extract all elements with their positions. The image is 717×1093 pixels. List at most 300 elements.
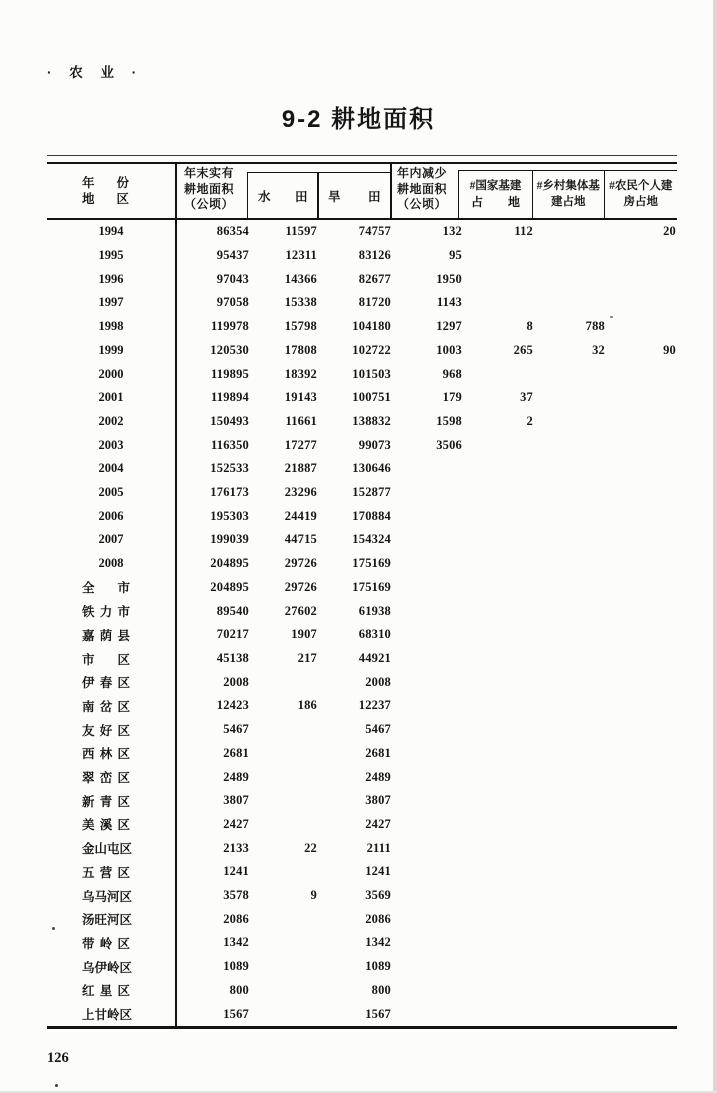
table-row (47, 528, 677, 552)
cell-value (605, 694, 676, 718)
cell-year-region (47, 623, 175, 647)
table-row (47, 291, 677, 315)
header-farmer-line1: #农民个人建 (609, 180, 673, 192)
row-label: 1997 (98, 295, 124, 310)
cell-value (462, 907, 533, 931)
cell-value: 116350 (210, 437, 249, 452)
cell-year-region (47, 504, 175, 528)
cell-value: 2489 (365, 769, 391, 784)
cell-value: 968 (442, 366, 462, 381)
cell-value: 217 (297, 651, 317, 665)
cell-value (533, 267, 605, 291)
cell-year-region (47, 907, 175, 931)
cell-value: 179 (442, 390, 462, 405)
row-label: 友 好 区 (82, 723, 130, 738)
cell-value: 150493 (210, 413, 249, 428)
cell-value: 265 (513, 342, 533, 357)
table-row (47, 741, 677, 765)
table-row (47, 552, 677, 576)
cell-value (462, 765, 533, 789)
row-label: 2001 (98, 390, 124, 405)
cell-value: 2008 (365, 674, 391, 689)
cell-value (249, 979, 317, 1003)
cell-value (462, 718, 533, 742)
cell-value: 8 (526, 319, 533, 334)
cell-value (249, 907, 317, 931)
table-row (47, 315, 677, 339)
row-label: 1994 (98, 224, 124, 239)
cell-value: 5467 (223, 722, 249, 737)
header-village-collective (532, 170, 606, 219)
cell-value: 204895 (210, 579, 249, 594)
cell-value: 1950 (436, 271, 462, 286)
cell-value (533, 647, 605, 671)
cell-value (533, 907, 605, 931)
cell-value (533, 955, 605, 979)
cell-value (249, 670, 317, 694)
rule-top-thick (47, 162, 677, 164)
cell-value (391, 979, 462, 1003)
cell-value (462, 931, 533, 955)
table-row (47, 410, 677, 434)
cell-value (249, 955, 317, 979)
cell-value (533, 979, 605, 1003)
cell-value (605, 362, 676, 386)
cell-value (533, 599, 605, 623)
cell-value (462, 504, 533, 528)
cell-value (533, 694, 605, 718)
cell-value: 119978 (210, 319, 249, 334)
cell-value (533, 457, 605, 481)
cell-value: 138832 (352, 413, 391, 428)
table-row (47, 433, 677, 457)
cell-value: 2681 (365, 745, 391, 760)
rule-top-thin (47, 155, 677, 156)
cell-value: 15338 (284, 295, 317, 310)
header-yearend-area (184, 166, 234, 213)
header-decrease-area (397, 166, 447, 213)
cell-value: 95437 (216, 248, 249, 263)
cell-year-region (47, 220, 175, 244)
cell-value: 2133 (223, 840, 249, 855)
cell-value: 15798 (284, 319, 317, 334)
table-body (47, 220, 677, 1026)
table-row (47, 860, 677, 884)
header-region-label: 地 区 (82, 192, 129, 206)
cell-year-region (47, 599, 175, 623)
cell-year-region (47, 481, 175, 505)
cell-value: 1241 (223, 864, 249, 879)
table-row (47, 386, 677, 410)
cell-value (391, 694, 462, 718)
header-year-label: 年 份 (82, 176, 129, 190)
cell-value: 2427 (365, 816, 391, 831)
header-decrease-line1: 年内减少 (397, 166, 448, 180)
header-village-line2: 建占地 (551, 196, 586, 208)
cell-value: 3807 (365, 793, 391, 808)
cell-year-region (47, 670, 175, 694)
cell-value (462, 670, 533, 694)
cell-value: 97043 (216, 271, 249, 286)
cell-value (462, 860, 533, 884)
header-village-line1: #乡村集体基 (536, 180, 600, 192)
header-farmer-line2: 房占地 (623, 196, 658, 208)
cell-value (391, 457, 462, 481)
cell-value (462, 1002, 533, 1026)
cell-year-region (47, 836, 175, 860)
cell-value (249, 789, 317, 813)
cell-value (533, 528, 605, 552)
row-label: 新 青 区 (82, 794, 130, 809)
header-dry-label: 旱 田 (328, 190, 381, 204)
cell-value: 800 (371, 982, 391, 997)
cell-value: 18392 (284, 366, 317, 381)
cell-year-region (47, 765, 175, 789)
cell-value: 20 (663, 224, 676, 239)
table-row (47, 220, 677, 244)
cell-value: 32 (592, 342, 605, 357)
cell-value (605, 623, 676, 647)
header-yearend-area-line2: 耕地面积 (184, 181, 235, 196)
table-row (47, 504, 677, 528)
cell-year-region (47, 552, 175, 576)
cell-value: 27602 (284, 603, 317, 618)
cell-year-region (47, 647, 175, 671)
cell-value: 119895 (210, 366, 249, 381)
cell-value: 74757 (358, 224, 391, 239)
cell-value: 199039 (210, 532, 249, 547)
cell-value (391, 813, 462, 837)
cell-value (605, 291, 676, 315)
cell-value (605, 647, 676, 671)
row-label: 1998 (98, 319, 124, 334)
cell-year-region (47, 291, 175, 315)
cell-value (533, 741, 605, 765)
header-paddy-label: 水 田 (258, 190, 308, 204)
cell-value: 152533 (210, 461, 249, 476)
cell-value: 1567 (223, 1006, 249, 1021)
cell-value (391, 860, 462, 884)
table-row (47, 765, 677, 789)
cell-value (391, 647, 462, 671)
cell-value (533, 362, 605, 386)
cell-value: 1598 (436, 413, 462, 428)
cell-value: 1297 (436, 319, 462, 334)
cell-value (533, 765, 605, 789)
cell-value (462, 433, 533, 457)
row-label: 翠 峦 区 (82, 771, 130, 786)
table-row (47, 267, 677, 291)
cell-year-region (47, 789, 175, 813)
cell-value: 170884 (352, 508, 391, 523)
rule-table-bottom (47, 1026, 677, 1029)
row-label: 2004 (98, 461, 124, 476)
cell-value: 1567 (365, 1006, 391, 1021)
cell-value: 95 (449, 248, 462, 263)
row-label: 2003 (98, 437, 124, 452)
header-dry-field (317, 172, 392, 219)
cultivated-land-table (47, 155, 677, 1030)
cell-value: 37 (520, 390, 533, 405)
cell-value: 44715 (284, 532, 317, 547)
cell-value (605, 433, 676, 457)
cell-value: 1089 (223, 959, 249, 974)
cell-value: 45138 (216, 651, 249, 665)
cell-value (533, 836, 605, 860)
cell-value (605, 670, 676, 694)
cell-year-region (47, 457, 175, 481)
cell-year-region (47, 955, 175, 979)
table-row (47, 718, 677, 742)
cell-value: 3578 (223, 888, 249, 903)
page-number: 126 (47, 1050, 69, 1066)
cell-value (533, 386, 605, 410)
cell-value: 2086 (365, 911, 391, 926)
cell-value (462, 836, 533, 860)
cell-value (533, 576, 605, 600)
table-row (47, 457, 677, 481)
cell-value: 61938 (358, 603, 391, 618)
cell-value: 9 (310, 888, 317, 903)
cell-value (605, 931, 676, 955)
row-label: 2002 (98, 413, 124, 428)
cell-value (533, 1002, 605, 1026)
cell-value (605, 884, 676, 908)
cell-value (605, 504, 676, 528)
cell-value (605, 836, 676, 860)
cell-year-region (47, 979, 175, 1003)
cell-value (391, 718, 462, 742)
cell-value: 102722 (352, 342, 391, 357)
cell-value (391, 599, 462, 623)
table-row (47, 694, 677, 718)
cell-value (462, 576, 533, 600)
cell-year-region (47, 694, 175, 718)
cell-year-region (47, 813, 175, 837)
cell-value (391, 576, 462, 600)
cell-value (605, 457, 676, 481)
scan-speck (610, 316, 613, 318)
cell-value (605, 955, 676, 979)
header-year-region (82, 175, 129, 207)
cell-year-region (47, 1002, 175, 1026)
table-row (47, 244, 677, 268)
cell-year-region (47, 528, 175, 552)
cell-value: 81720 (358, 295, 391, 310)
cell-value (391, 552, 462, 576)
cell-year-region (47, 433, 175, 457)
cell-value (605, 741, 676, 765)
header-yearend-area-line1: 年末实有 (184, 166, 235, 180)
row-label: 全 市 (82, 581, 130, 596)
cell-value: 5467 (365, 722, 391, 737)
cell-value (605, 576, 676, 600)
row-label: 2005 (98, 485, 124, 500)
cell-value: 130646 (352, 461, 391, 476)
cell-value: 3506 (436, 437, 462, 452)
cell-value (605, 552, 676, 576)
table-row (47, 599, 677, 623)
cell-value: 99073 (358, 437, 391, 452)
cell-year-region (47, 410, 175, 434)
cell-value (249, 813, 317, 837)
cell-value (533, 884, 605, 908)
row-label: 带 岭 区 (82, 936, 130, 951)
cell-value: 82677 (358, 271, 391, 286)
cell-value: 83126 (358, 248, 391, 263)
cell-value (533, 718, 605, 742)
table-row (47, 813, 677, 837)
cell-value (605, 1002, 676, 1026)
cell-value: 97058 (216, 295, 249, 310)
cell-value: 1907 (291, 627, 317, 642)
cell-year-region (47, 576, 175, 600)
cell-value: 788 (585, 319, 605, 334)
page-title: 9-2 耕地面积 (281, 106, 436, 133)
cell-value (462, 291, 533, 315)
cell-value: 104180 (352, 319, 391, 334)
cell-value (605, 267, 676, 291)
section-label: · 农 业 · (47, 65, 144, 80)
cell-value (533, 931, 605, 955)
cell-value: 2681 (223, 745, 249, 760)
table-row (47, 576, 677, 600)
cell-year-region (47, 267, 175, 291)
table-row (47, 1002, 677, 1026)
cell-value (249, 860, 317, 884)
cell-value: 21887 (284, 461, 317, 476)
table-row (47, 884, 677, 908)
cell-value (605, 907, 676, 931)
header-farmer-housing (604, 170, 678, 219)
cell-value (391, 1002, 462, 1026)
cell-value: 2111 (366, 840, 391, 855)
cell-value (533, 670, 605, 694)
cell-value: 800 (229, 982, 249, 997)
cell-value (533, 860, 605, 884)
cell-year-region (47, 315, 175, 339)
cell-value: 23296 (284, 485, 317, 500)
cell-value (605, 386, 676, 410)
header-yearend-area-line3: （公顷） (184, 197, 235, 211)
cell-value (462, 741, 533, 765)
cell-value (533, 244, 605, 268)
cell-value (533, 552, 605, 576)
row-label: 铁 力 市 (82, 605, 130, 620)
cell-value: 152877 (352, 485, 391, 500)
cell-value (533, 410, 605, 434)
cell-value (462, 789, 533, 813)
cell-value (605, 481, 676, 505)
row-label: 五 营 区 (82, 865, 130, 880)
header-paddy-field (247, 172, 319, 219)
cell-year-region (47, 741, 175, 765)
table-row (47, 623, 677, 647)
row-label: 1999 (98, 342, 124, 357)
cell-value: 176173 (210, 485, 249, 500)
cell-value (391, 528, 462, 552)
cell-value (605, 244, 676, 268)
table-row (47, 789, 677, 813)
cell-value (391, 623, 462, 647)
cell-value (605, 765, 676, 789)
row-label: 西 林 区 (82, 747, 130, 762)
cell-value (462, 979, 533, 1003)
cell-year-region (47, 860, 175, 884)
cell-value (462, 267, 533, 291)
table-row (47, 481, 677, 505)
cell-value: 175169 (352, 579, 391, 594)
row-label: 汤 旺 河 区 (82, 913, 133, 928)
cell-value: 22 (304, 840, 317, 855)
cell-value (391, 765, 462, 789)
cell-value (391, 741, 462, 765)
cell-value (391, 836, 462, 860)
row-label: 市 区 (82, 652, 130, 667)
cell-value (533, 504, 605, 528)
cell-value: 14366 (284, 271, 317, 286)
cell-value (391, 789, 462, 813)
cell-value: 12423 (216, 698, 249, 713)
table-row (47, 339, 677, 363)
cell-value: 90 (663, 342, 676, 357)
cell-value: 12237 (358, 698, 391, 713)
cell-value: 1342 (223, 935, 249, 950)
cell-value (605, 813, 676, 837)
cell-value (391, 931, 462, 955)
cell-value: 3569 (365, 888, 391, 903)
table-row (47, 647, 677, 671)
row-label: 嘉 荫 县 (82, 628, 130, 643)
cell-value (391, 955, 462, 979)
cell-value: 186 (297, 698, 317, 713)
row-label: 伊 春 区 (82, 676, 130, 691)
scan-speck (52, 927, 55, 930)
table-row (47, 955, 677, 979)
cell-value: 68310 (358, 627, 391, 642)
cell-value (605, 718, 676, 742)
cell-value (249, 931, 317, 955)
cell-value: 89540 (216, 603, 249, 618)
cell-value (391, 481, 462, 505)
cell-value (605, 979, 676, 1003)
table-row (47, 670, 677, 694)
cell-value: 12311 (285, 248, 317, 263)
cell-value (533, 623, 605, 647)
cell-value: 11661 (285, 413, 317, 428)
header-decrease-line2: 耕地面积 (397, 181, 448, 196)
header-decrease-line3: （公顷） (397, 197, 448, 211)
cell-value (462, 884, 533, 908)
cell-value (249, 765, 317, 789)
cell-year-region (47, 362, 175, 386)
cell-value (605, 528, 676, 552)
cell-value: 24419 (284, 508, 317, 523)
cell-value (462, 599, 533, 623)
cell-value: 29726 (284, 579, 317, 594)
cell-value: 17808 (284, 342, 317, 357)
row-label: 2008 (98, 556, 124, 571)
table-row (47, 836, 677, 860)
cell-value (462, 362, 533, 386)
cell-value: 132 (442, 224, 462, 239)
cell-value (605, 860, 676, 884)
row-label: 2007 (98, 532, 124, 547)
row-label: 1995 (98, 248, 124, 263)
row-label: 金 山 屯 区 (82, 842, 133, 857)
cell-value (533, 813, 605, 837)
cell-value: 11597 (285, 224, 317, 239)
